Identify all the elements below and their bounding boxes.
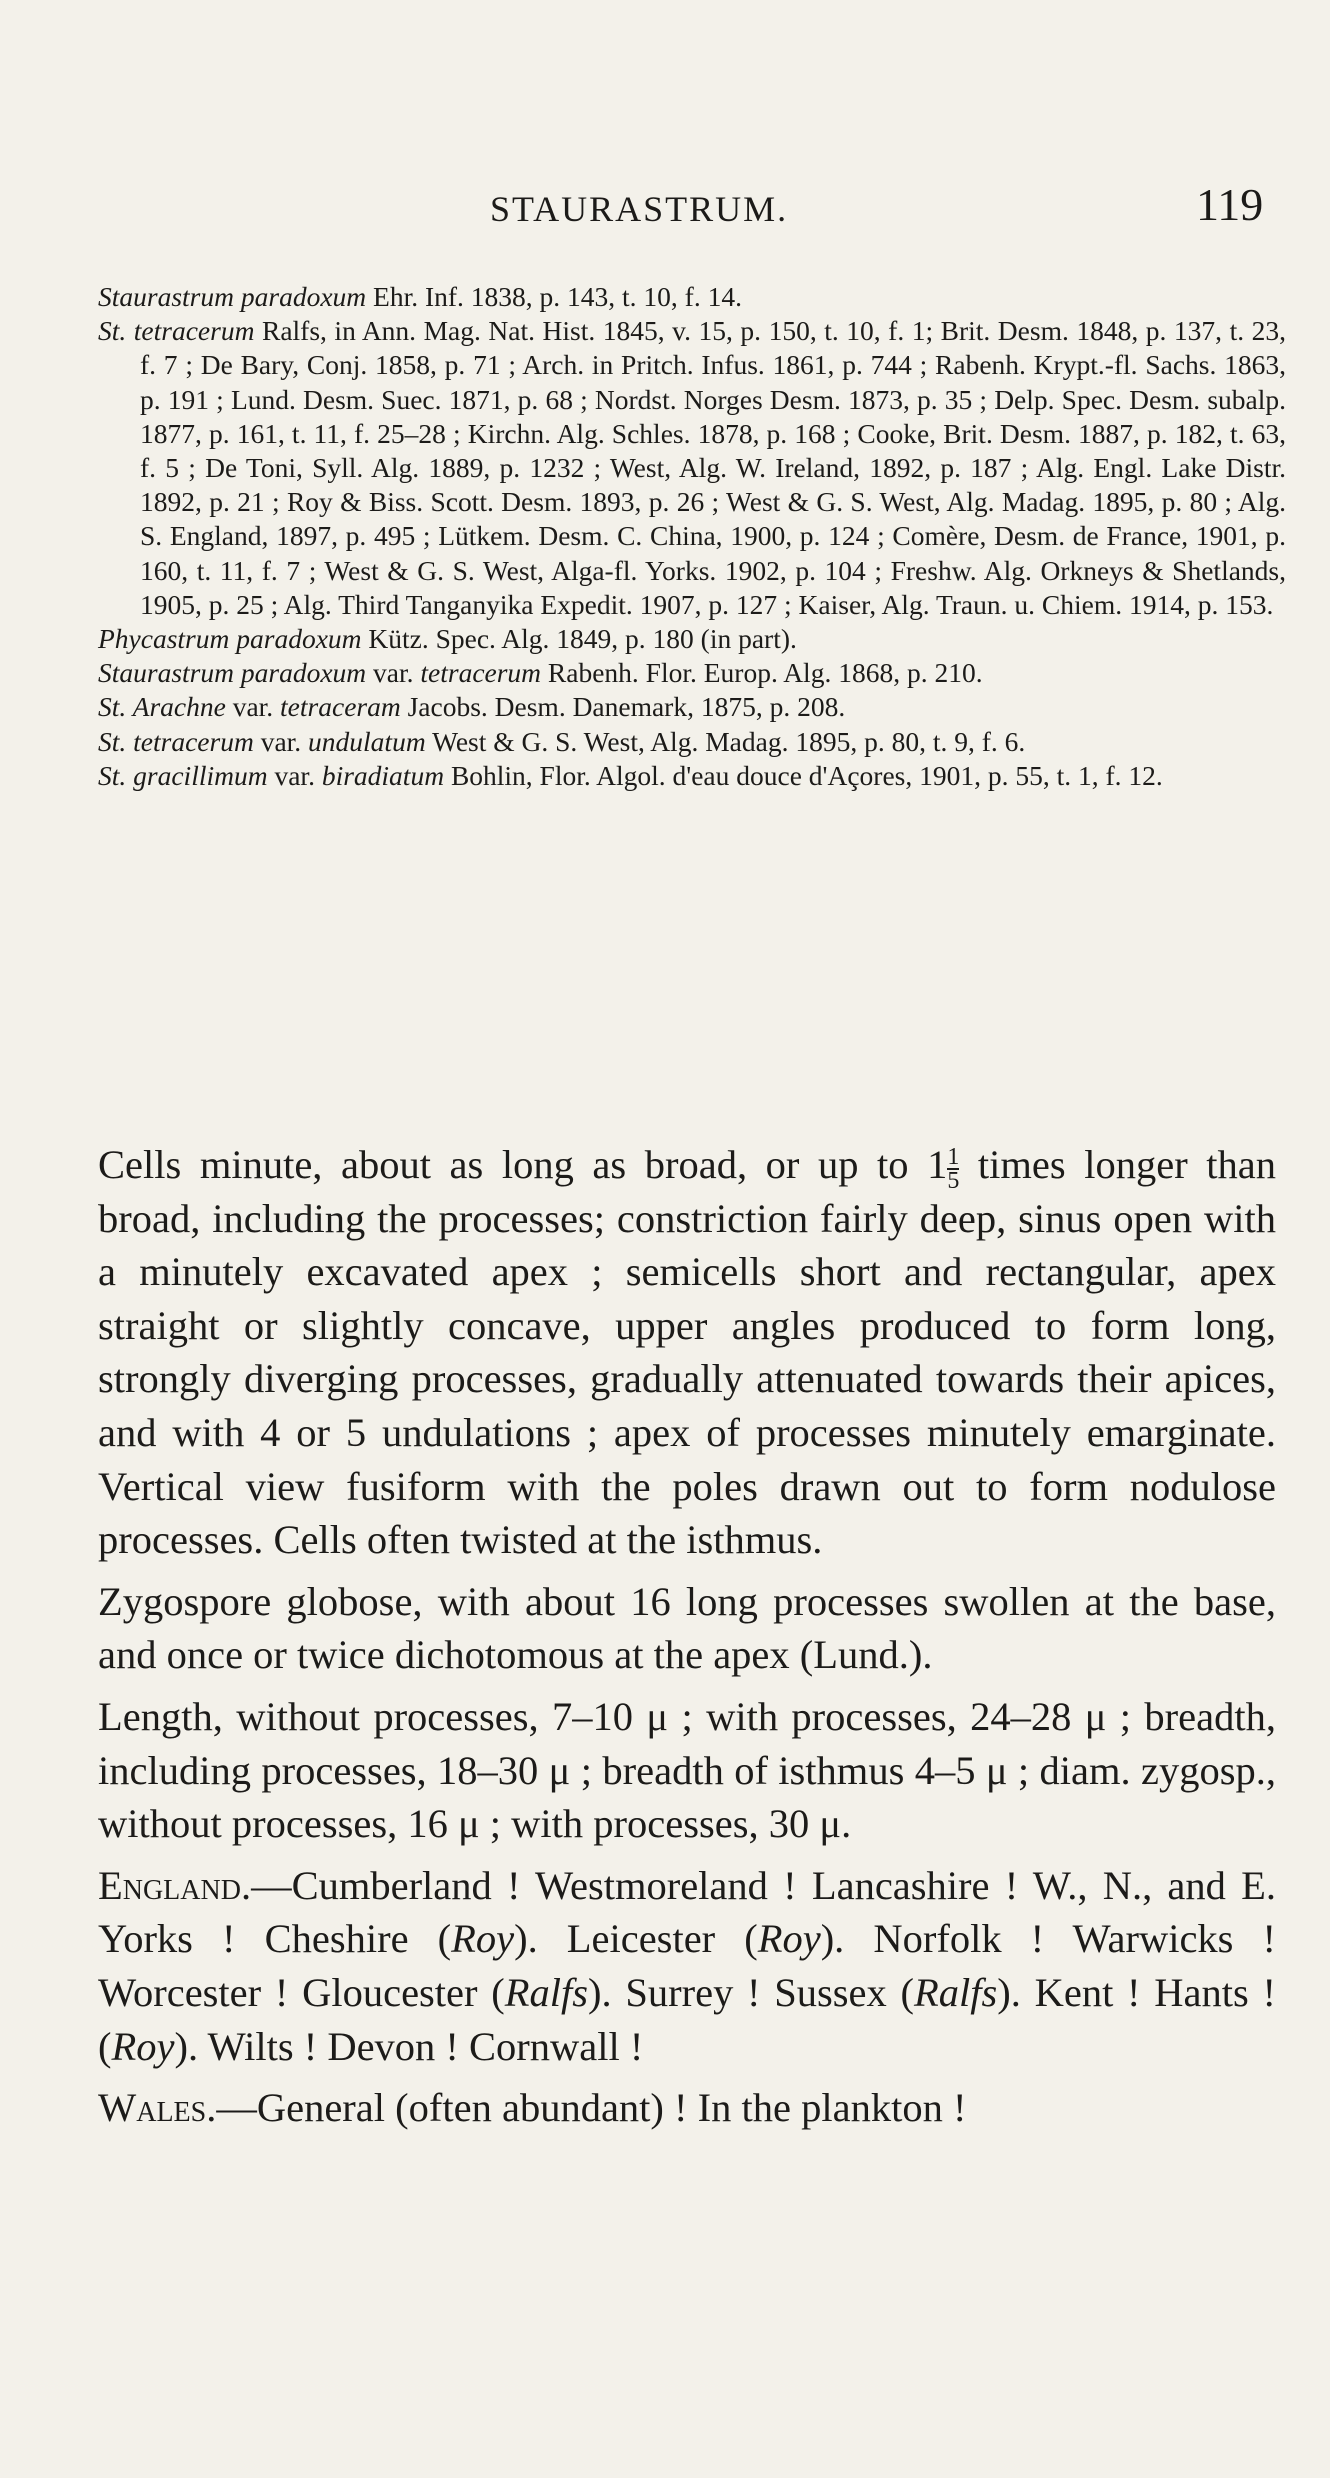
synonymy-entry <box>98 280 1286 314</box>
taxon-name: St. Arachne <box>98 691 226 723</box>
synonymy-entry <box>98 314 1286 622</box>
synonymy-entry <box>98 725 1286 759</box>
description-text: Cells minute, about as long as broad, or up to 1 <box>98 1142 948 1187</box>
rank-word: var. <box>366 657 421 689</box>
description-paragraph <box>98 1138 1276 1567</box>
page-header <box>0 178 1330 248</box>
taxon-name: St. tetracerum <box>98 725 254 757</box>
taxon-name: St. gracillimum <box>98 759 268 791</box>
dimensions-paragraph: Length, without processes, 7–10 μ ; with processes, 24–28 μ ; breadth, including processes, 18–30 μ ; breadth of isthmus 4–5 μ ; diam. zygosp., without processes, 16 μ ; with processes, 30 μ. <box>98 1694 1276 1847</box>
fraction <box>947 1143 960 1194</box>
distribution-text: —Cumberland ! Westmoreland ! Lancashire ! W., N., and E. Yorks ! Cheshire ( <box>98 1862 1276 1962</box>
citation: Ehr. Inf. 1838, p. 143, t. 10, f. 14. <box>366 281 742 312</box>
region-label: Wales. <box>98 2085 217 2131</box>
authority-name: Roy <box>757 1916 821 1962</box>
authority-name: Ralfs <box>914 1970 998 2016</box>
rank-word: var. <box>225 691 281 723</box>
citation: Rabenh. Flor. Europ. Alg. 1868, p. 210. <box>541 657 983 689</box>
description-text: times longer than broad, including the processes; constriction fairly deep, sinus open with a minutely excavated apex ; semicells short and rectangular, apex straight or slightly concave, upper angles produced to form long, strongly diverging processes, gradually attenuated towards their apices, and with 4 or 5 undulations ; apex of processes minutely emarginate. Vertical view fusiform with the poles drawn out to form nodulose processes. Cells often twisted at the isthmus. <box>98 1142 1276 1563</box>
taxon-name: Staurastrum paradoxum <box>98 657 367 689</box>
citation: Ralfs, in Ann. Mag. Nat. Hist. 1845, v. 15, p. 150, t. 10, f. 1; Brit. Desm. 1848, p. 137, t. 23, f. 7 ; De Bary, Conj. 1858, p. 71 ; Arch. in Pritch. Infus. 1861, p. 744 ; Rabenh. Krypt.-fl. Sachs. 1863, p. 191 ; Lund. Desm. Suec. 1871, p. 68 ; Nordst. Norges Desm. 1873, p. 35 ; Delp. Spec. Desm. subalp. 1877, p. 161, t. 11, f. 25–28 ; Kirchn. Alg. Schles. 1878, p. 168 ; Cooke, Brit. Desm. 1887, p. 182, t. 63, f. 5 ; De Toni, Syll. Alg. 1889, p. 1232 ; West, Alg. W. Ireland, 1892, p. 187 ; Alg. Engl. Lake Distr. 1892, p. 21 ; Roy & Biss. Scott. Desm. 1893, p. 26 ; West & G. S. West, Alg. Madag. 1895, p. 80 ; Alg. S. England, 1897, p. 495 ; Lütkem. Desm. C. China, 1900, p. 124 ; Comère, Desm. de France, 1901, p. 160, t. 11, f. 7 ; West & G. S. West, Alga-fl. Yorks. 1902, p. 104 ; Freshw. Alg. Orkneys & Shetlands, 1905, p. 25 ; Alg. Third Tanganyika Expedit. 1907, p. 127 ; Kaiser, Alg. Traun. u. Chiem. 1914, p. 153. <box>140 315 1286 620</box>
rank-word: var. <box>267 759 322 791</box>
variety-name: undulatum <box>308 725 426 757</box>
synonymy-entry <box>98 656 1286 690</box>
region-label: England. <box>98 1862 252 1908</box>
variety-name: tetracerum <box>420 657 542 689</box>
running-title: STAURASTRUM. <box>490 189 789 229</box>
variety-name: biradiatum <box>321 759 445 791</box>
page-number: 119 <box>1196 179 1264 230</box>
authority-name: Roy <box>451 1916 515 1962</box>
distribution-text: ). Norfolk ! Warwicks ! Worcester ! Gloucester ( <box>98 1916 1276 2016</box>
species-description <box>98 1138 1276 2143</box>
distribution-text: —General (often abundant) ! In the plankton ! <box>216 2085 967 2131</box>
synonymy-entry <box>98 759 1286 793</box>
authority-name: Ralfs <box>504 1970 588 2016</box>
distribution-england <box>98 1859 1276 2073</box>
taxon-name: Staurastrum paradoxum <box>98 281 367 312</box>
zygospore-paragraph: Zygospore globose, with about 16 long processes swollen at the base, and once or twice dichotomous at the apex (Lund.). <box>98 1578 1276 1678</box>
rank-word: var. <box>253 725 309 757</box>
authority-name: Roy <box>111 2023 175 2069</box>
citation: Jacobs. Desm. Danemark, 1875, p. 208. <box>400 691 846 723</box>
citation: Bohlin, Flor. Algol. d'eau douce d'Açores, 1901, p. 55, t. 1, f. 12. <box>444 759 1163 791</box>
taxon-name: St. tetracerum <box>98 315 255 347</box>
fraction-denominator: 5 <box>947 1167 960 1194</box>
citation: West & G. S. West, Alg. Madag. 1895, p. 80, t. 9, f. 6. <box>425 725 1026 757</box>
distribution-text: ). Surrey ! Sussex ( <box>588 1970 914 2016</box>
synonymy-entry <box>98 690 1286 724</box>
taxon-name: Phycastrum paradoxum <box>98 623 362 655</box>
fraction-numerator: 1 <box>947 1143 960 1170</box>
distribution-text: ). Wilts ! Devon ! Cornwall ! <box>174 2023 644 2069</box>
distribution-text: ). Leicester ( <box>514 1916 758 1962</box>
citation: Kütz. Spec. Alg. 1849, p. 180 (in part). <box>361 623 797 655</box>
distribution-text: ). Kent ! Hants ! ( <box>98 1970 1276 2069</box>
distribution-wales <box>98 2081 1276 2135</box>
synonymy-entry <box>98 622 1286 656</box>
synonymy-list <box>98 280 1286 793</box>
variety-name: tetraceram <box>280 691 401 723</box>
